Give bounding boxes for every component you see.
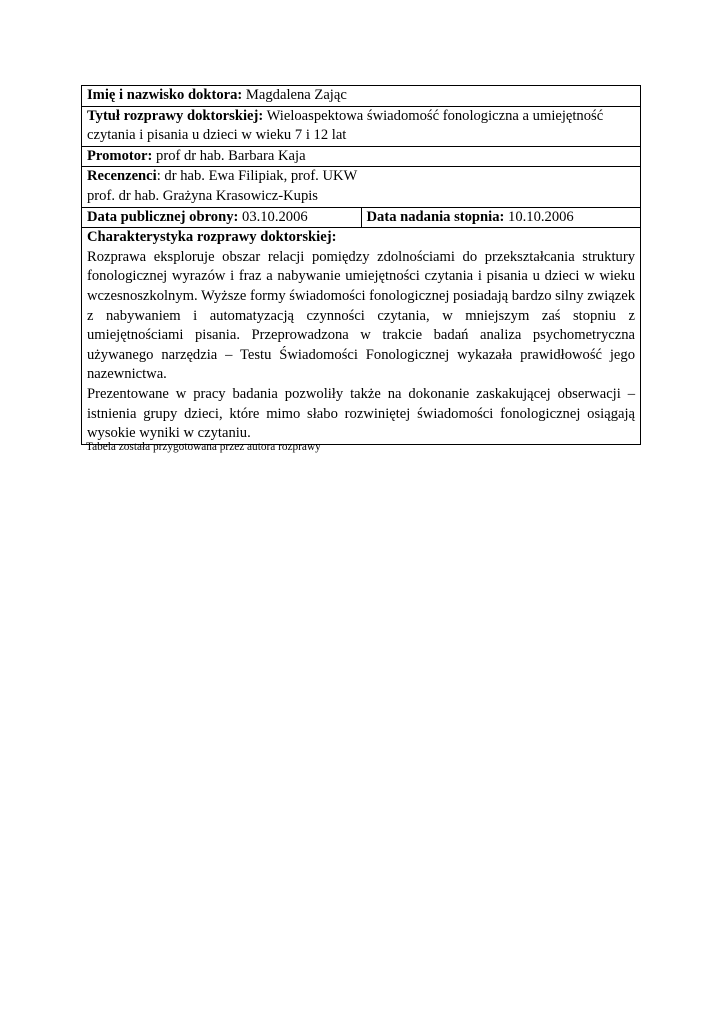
promoter-name: prof dr hab. Barbara Kaja xyxy=(156,147,306,164)
doctor-row xyxy=(82,86,641,107)
characteristics-paragraph-1: Rozprawa eksploruje obszar relacji pomiędzy zdolnościami do przekształcania struktury fonologicznej wyrazów i fraz a nabywanie umiejętności czytania i pisania u dzieci w wieku wczesnoszkolnym. Wyższe formy świadomości fonologicznej posiadają bardzo silny związek z nabywaniem i automatyzacją czynności czytania, w mniejszym zaś stopniu z umiejętnościami pisania. Przeprowadzona w trakcie badań analiza psychometryczna używanego narzędzia – Testu Świadomości Fonologicznej wykazała prawidłowość jego nazewnictwa. xyxy=(87,248,635,383)
characteristics-cell xyxy=(82,228,641,445)
dissertation-info-table xyxy=(81,85,641,445)
reviewer-line-1 xyxy=(87,167,635,187)
defense-date-cell xyxy=(82,207,362,228)
dissertation-title: Wieloaspektowa świadomość fonologiczna a umiejętność czytania i pisania u dzieci w wieku 7 i 12 lat xyxy=(87,107,604,144)
promoter-label: Promotor: xyxy=(87,147,153,164)
dates-row xyxy=(82,207,641,228)
promoter-row xyxy=(82,146,641,167)
degree-date-value: 10.10.2006 xyxy=(508,208,574,225)
reviewers-row xyxy=(82,167,641,207)
degree-date-cell xyxy=(361,207,641,228)
reviewers-cell xyxy=(82,167,641,207)
title-cell xyxy=(82,106,641,146)
promoter-cell xyxy=(82,146,641,167)
title-label: Tytuł rozprawy doktorskiej: xyxy=(87,107,264,124)
characteristics-label: Charakterystyka rozprawy doktorskiej: xyxy=(87,229,337,246)
reviewers-label: Recenzenci xyxy=(87,168,157,185)
doctor-cell xyxy=(82,86,641,107)
characteristics-paragraph-2: Prezentowane w pracy badania pozwoliły także na dokonanie zaskakującej obserwacji – istnienia grupy dzieci, które mimo słabo rozwiniętej świadomości fonologicznej osiągają wysokie wyniki w czytaniu. xyxy=(87,385,635,442)
defense-date-label: Data publicznej obrony: xyxy=(87,208,239,225)
degree-date-label: Data nadania stopnia: xyxy=(366,208,505,225)
title-row xyxy=(82,106,641,146)
reviewer-1: : dr hab. Ewa Filipiak, prof. UKW xyxy=(156,168,358,185)
characteristics-row xyxy=(82,228,641,445)
doctor-name: Magdalena Zając xyxy=(245,87,347,103)
reviewer-2: prof. dr hab. Grażyna Krasowicz-Kupis xyxy=(87,187,318,204)
doctor-label: Imię i nazwisko doktora: xyxy=(87,87,243,103)
defense-date-value: 03.10.2006 xyxy=(242,208,308,225)
table-note: Tabela została przygotowana przez autora rozprawy xyxy=(86,441,321,453)
